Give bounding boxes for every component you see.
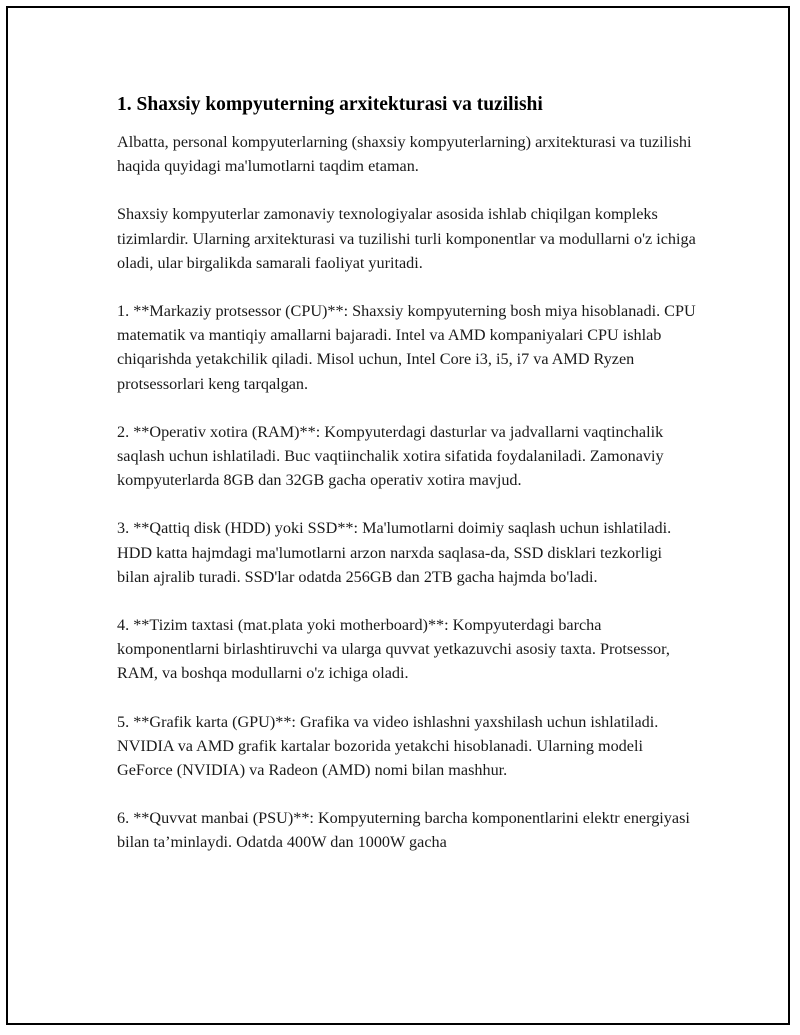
paragraph-gpu: 5. **Grafik karta (GPU)**: Grafika va video ishlashni yaxshilash uchun ishlatiladi. NVIDIA va AMD grafik kartalar bozorida yetakchi hisoblanadi. Ularning modeli GeForce (NVIDIA) va Radeon (AMD) nomi bilan mashhur.: [117, 712, 659, 780]
paragraph-psu: 6. **Quvvat manbai (PSU)**: Kompyuterning barcha komponentlarini elektr energiyasi bilan ta’minlaydi. Odatda 400W dan 1000W gacha: [117, 809, 690, 852]
document-body: [117, 92, 697, 879]
paragraph-storage: 3. **Qattiq disk (HDD) yoki SSD**: Ma'lumotlarni doimiy saqlash uchun ishlatiladi. HDD katta hajmdagi ma'lumotlarni arzon narxda saqlasa-da, SSD disklari tezkorligi bilan ajralib turadi. SSD'lar odatda 256GB dan 2TB gacha hajmda bo'ladi.: [117, 519, 672, 586]
document-heading: 1. Shaxsiy kompyuterning arxitekturasi va tuzilishi: [117, 94, 543, 115]
paragraph-intro: Albatta, personal kompyuterlarning (shaxsiy kompyuterlarning) arxitekturasi va tuzilishi haqida quyidagi ma'lumotlarni taqdim etaman.: [117, 133, 692, 176]
paragraph-ram: 2. **Operativ xotira (RAM)**: Kompyuterdagi dasturlar va jadvallarni vaqtinchalik saqlash uchun ishlatiladi. Buc vaqtiinchalik xotira sifatida foydalaniladi. Zamonaviy kompyuterlarda 8GB dan 32GB gacha operativ xotira mavjud.: [117, 422, 664, 490]
paragraph-cpu: 1. **Markaziy protsessor (CPU)**: Shaxsiy kompyuterning bosh miya hisoblanadi. CPU matematik va mantiqiy amallarni bajaradi. Intel va AMD kompaniyalari CPU ishlab chiqarishda yetakchilik qiladi. Misol uchun, Intel Core i3, i5, i7 va AMD Ryzen protsessorlari keng tarqalgan.: [117, 302, 696, 393]
paragraph-overview: Shaxsiy kompyuterlar zamonaviy texnologiyalar asosida ishlab chiqilgan kompleks tizimlardir. Ularning arxitekturasi va tuzilishi turli komponentlar va modullarni o'z ichiga oladi, ular birgalikda samarali faoliyat yuritadi.: [117, 205, 696, 272]
paragraph-motherboard: 4. **Tizim taxtasi (mat.plata yoki motherboard)**: Kompyuterdagi barcha komponentlarni birlashtiruvchi va ularga quvvat yetkazuvchi asosiy taxta. Protsessor, RAM, va boshqa modullarni o'z ichiga oladi.: [117, 616, 670, 683]
